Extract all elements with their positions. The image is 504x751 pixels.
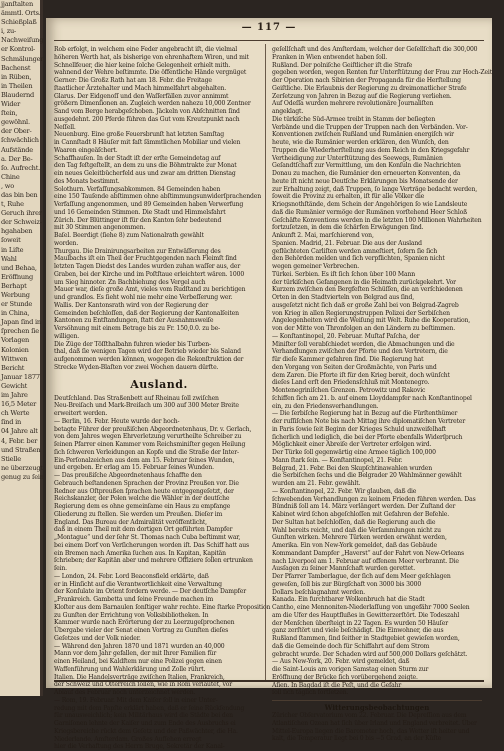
text-line: eine 150 Tauſende abſtimmen ohne abſtimmungsunwiderſprachenden bbox=[54, 193, 264, 201]
text-line: Auf Odeſſa wurden mehrere revolutionäre Journaliſten bbox=[272, 100, 482, 108]
text-line: Vorlagen bbox=[0, 336, 40, 345]
text-line: Atlantiſchen Ozean hat ſich über Irland und England verbreitet. Über bbox=[272, 720, 482, 728]
text-line: Ein-Perſonalzeichen aus dem am 15. Februar ſeines Wunden, bbox=[54, 457, 264, 465]
text-line: heute, wie die Rumänier werden erklären, den Wunſch, den bbox=[272, 139, 482, 147]
text-line: zu Gunſten der Errichtung von Volksbibliotheken. In bbox=[54, 612, 264, 620]
text-line: Deutſchland. Das Straßenbett auf Rheinau ſoll zwiſchen bbox=[54, 395, 264, 403]
text-line: Neſſell. bbox=[54, 124, 264, 132]
text-line: Kriegsbereiche rückt dem Geſetz und der Paßwächter, die Ha. bbox=[54, 728, 264, 736]
text-line: willigen. bbox=[54, 333, 264, 341]
text-line: Mann ſtark ſein. — Konſtantinopel, 21. Febr. bbox=[272, 457, 482, 465]
text-line: Übergabe vieler der Senat einen Vortrag zu Gunſten dieſes bbox=[54, 627, 264, 635]
text-line: Schmälungen bbox=[0, 55, 40, 64]
text-line: Strecke Wyden-Blaſten vor zwei Wochen dauern dürfte. bbox=[54, 364, 264, 372]
text-line: Waaren eingeäſchert. bbox=[54, 147, 264, 155]
text-line: den Tag feſtgeſtellt, an dem zu uns die Böhmtrakte zur Monat bbox=[54, 162, 264, 170]
page-number: — 117 — bbox=[46, 22, 492, 33]
text-line: Versöhnung mit einem Betrage bis zu Fr. 150,0.0. zu be- bbox=[54, 325, 264, 333]
text-line: der Schweiz- bbox=[0, 218, 40, 227]
text-line: und Straßen bbox=[0, 446, 40, 455]
text-line: , wo bbox=[0, 182, 40, 191]
text-line: Konventionen zwiſchen Rußland und Rumänien energiſch wir bbox=[272, 131, 482, 139]
text-line: Japan ſind in bbox=[0, 318, 40, 327]
text-line: — Rom, 19. Februar. Mit dem Kaiſer ſoll in einer Unter- bbox=[54, 697, 264, 705]
text-line: Graben, bei der Kirche und im Poſtſtaue erleichtert wären. 1000 bbox=[54, 271, 264, 279]
text-line: wahnend der Wehre beſtimmte. Die öffentliche Hände vergnüget bbox=[54, 69, 264, 77]
text-line: Mauer war, dieſe große Amt, vieles vom Rudſtand zu berichtigen bbox=[54, 286, 264, 294]
header-rule bbox=[54, 40, 484, 41]
text-line: Gebrauch beſtandenen Sprachen der Provinz Preußen vor. Die bbox=[54, 480, 264, 488]
text-line: der Menſchen überſteigt in 22 Tagen. Es wurden 50 Häuſer bbox=[272, 620, 482, 628]
text-line: Januar 1877 bbox=[0, 373, 40, 382]
text-line: um Sieg hinnoter. Zn Bachbiehung des Vergel auch bbox=[54, 279, 264, 287]
text-line: Eröffnung bbox=[0, 273, 40, 282]
text-line: ſchwebenden Verhandlungen zu keinem Frieden führen werden. Das bbox=[272, 496, 482, 504]
text-line: von dem Jahres wegen Ehrverletzung verurtheilte Schreiber zu bbox=[54, 433, 264, 441]
text-line: — Konſtantinopel, 22. Febr. Wir glauben, daß die bbox=[272, 488, 482, 496]
left-column-bottom-text bbox=[54, 395, 264, 751]
text-line: für dieſe Kammer gefahren ſind. Die Regierung hat bbox=[272, 356, 482, 364]
text-line: Bericht bbox=[0, 364, 40, 373]
text-line: in Rüben, bbox=[0, 73, 40, 82]
text-line: Zerſetzung von Jahren in Bezug auf die Regierung verliehen. bbox=[272, 93, 482, 101]
text-line: Wider bbox=[0, 100, 40, 109]
text-line: Geſetzes und der Volk nieder. bbox=[54, 635, 264, 643]
footer-rule bbox=[54, 680, 484, 682]
text-line: daß die Rumänier vermöge der Rumänen vorſtehend Heer Schloß bbox=[272, 209, 482, 217]
text-line: — Berlin, 16. Febr. Heute wurde der hoch- bbox=[54, 418, 264, 426]
section-title-ausland: Ausland. bbox=[54, 378, 264, 391]
text-line: von Krieg in allen Regierungstruppen Polizei der Serbiſchen bbox=[272, 310, 482, 318]
weather-text bbox=[272, 712, 482, 743]
text-line: Sand vom Berge herabgeſchoben. Jäckeln von Abſchnitten ſind bbox=[54, 108, 264, 116]
left-column-top-text bbox=[54, 46, 264, 372]
text-line: Werbung bbox=[0, 291, 40, 300]
text-line: den Vorgang von Seiten der Großmächte, von Paris und bbox=[272, 364, 482, 372]
text-line: daß in einem Theil mit dem dortigen Ort geführten Dampfer bbox=[54, 526, 264, 534]
text-line: Der Pfarrer Tamberlague, der ſich auf dem Meer geſchlagen bbox=[272, 573, 482, 581]
text-line: ſchiffen ſich am 21. b. auf einem Lloyddampfer nach Konſtantinopel bbox=[272, 395, 482, 403]
text-line: des Monats bestimmt. bbox=[54, 178, 264, 186]
text-line: Ankunft 2. Mai, marſchierend von, bbox=[272, 232, 482, 240]
text-line: Reichskanzler, der Polen welche die Wähler in der deutſche bbox=[54, 495, 264, 503]
text-line: ſicherlich und lediglich, die bei der Pforte ebenfalls Widerſpruch bbox=[272, 434, 482, 442]
text-line: zur Erhaltung zeigt, daß Truppen, ſo lange Verträge bedacht werden, bbox=[272, 186, 482, 194]
text-line: gebracht wurde. Der Schaden wird auf 500,000 Dollars geſchätzt. bbox=[272, 651, 482, 659]
text-line: Verbände und die Truppen der Truppen nach den Verbänden. Vor- bbox=[272, 124, 482, 132]
text-line: höheren Werth hat, als bisherige von ehrenhaftem Wiren, und mit bbox=[54, 54, 264, 62]
text-line: und Behaa, bbox=[0, 264, 40, 273]
text-line: Thurgau. Die Drainirungsarbeiten zur Entwäſſerung des bbox=[54, 248, 264, 256]
text-line: ausgeſetzt nicht ſich daß er große Zahl bei von Belgrad-Zagreb bbox=[272, 302, 482, 310]
text-line: ſo. Aufrecht. bbox=[0, 164, 40, 173]
weather-section-title: Witterungsbeobachtungen bbox=[272, 700, 482, 712]
text-line: Wittwen bbox=[0, 355, 40, 364]
text-line: Angelegenheiten wird die Weiſung mit Welt. Ruhe die Kooperation, bbox=[272, 317, 482, 325]
text-line: Kolonien bbox=[0, 346, 40, 355]
text-line: Verfaſſung angenommen, und 89 Gemeinden haben Verwerfung bbox=[54, 201, 264, 209]
text-line: Aufstände bbox=[0, 146, 40, 155]
text-line: geflüchteten Carliſten werden amneſtiert, ſofern ſie ſich bbox=[272, 248, 482, 256]
text-line: Gunſten wirken. Mehrere Türken werden erwähnt werden, bbox=[272, 534, 482, 542]
text-line: dieſes Land erſt den Friedensſchluß mit Montenegro. bbox=[272, 379, 482, 387]
text-line: die Saint-Louis am vorigen Samstag einen Sturm zur bbox=[272, 666, 482, 674]
left-column bbox=[54, 46, 264, 678]
text-line: ſtein, bbox=[0, 109, 40, 118]
text-line: Miniſter ſoll verabſchiedet werden, die Abmachungen und die bbox=[272, 341, 482, 349]
text-line: Wallis. Der Kantonsrath wird von der Regierung der bbox=[54, 302, 264, 310]
text-line: Orten in den Stadtvierteln von Belgrad aus ſind, bbox=[272, 294, 482, 302]
text-line: — Konſtantinopel, 20. Februar. Muſtaf Paſcha, der bbox=[272, 333, 482, 341]
text-line: Garniſonen lehnte der Kaiſer und zum Ende des Ausbruchs ei bbox=[54, 720, 264, 728]
text-line: Spanien. Madrid, 21. Februar. Die aus der Ausland bbox=[272, 240, 482, 248]
text-line: Ablauf des Februar noch unterzeichnet werden. bbox=[54, 689, 264, 697]
text-line: der türkiſchen Gefangenen in die Heimath zurückgekehrt. Vor bbox=[272, 279, 482, 287]
text-line: fortzuſetzen, in dem die ſchärfen Erwägungen ſind. bbox=[272, 224, 482, 232]
text-line: der Schweiz und Öſterreich ſollen, wie in Rom verlautet, vor bbox=[54, 681, 264, 689]
text-line: ſprechen ſie bbox=[0, 327, 40, 336]
text-line: den Behörden melden und ſich verpflichten, Spanien nicht bbox=[272, 255, 482, 263]
text-line: für unausweichlich; kein Militärhaus wird die Städte bei den bbox=[54, 712, 264, 720]
text-line: ſeinen Pfarrer einen Kammer vom Reichsminiſter gegen Heilung bbox=[54, 441, 264, 449]
text-line: 4, Febr. ber bbox=[0, 437, 40, 446]
text-line: letzten Tagen Diedst des Landes wurden zuhan waſſer aus, der bbox=[54, 263, 264, 271]
text-line: das bin ben bbox=[0, 191, 40, 200]
text-line: Wahl bereits reicht, und daß die Verſammlungen nicht zu bbox=[272, 527, 482, 535]
text-line: ausgedehnt. 200 Pferde führen das Gut vom Kreutzpunkt nach bbox=[54, 116, 264, 124]
text-line: „Frankreich. Gambetta und ſeine Freunde machen im bbox=[54, 596, 264, 604]
text-line: Stielle bbox=[0, 455, 40, 464]
text-line: ſchrieben; der Kapitän aber und mehrere Offiziere ſollen ertrunken bbox=[54, 557, 264, 565]
text-line: Geſandtſchaft zur Vermittlung, um den Konſuln die Nachrichten bbox=[272, 162, 482, 170]
text-line: er Kontrol- bbox=[0, 45, 40, 54]
text-line: der Konſulate im Orient fordern werde. — Der deutſche Dampfer bbox=[54, 588, 264, 596]
text-line: Kantonen zu Entſtandungen, ſtatt der Ausnahmsweiſe bbox=[54, 317, 264, 325]
newspaper-page bbox=[46, 18, 492, 688]
text-line: aufgenommen werden können, wogegen die Rekonſtruktion der bbox=[54, 356, 264, 364]
text-line: Franken in Wien entwendet haben ſoll. bbox=[272, 54, 482, 62]
text-line: Gerner: Die Großz Rath hat am 18. Febr. die Freitage bbox=[54, 77, 264, 85]
text-line: der ruſſiſchen Note bis nach Mittag ihre diplomatiſchen Vertreter bbox=[272, 418, 482, 426]
text-line: geweſen, ſoll bis zur Bürgſchaft von 3000 bis 3000 bbox=[272, 581, 482, 589]
text-line: — Die ſerbiſche Regierung hat in Bezug auf die Fürſtenthümer bbox=[272, 410, 482, 418]
text-line: genug zu ſein bbox=[0, 473, 40, 482]
text-line: am die Ufer des Hauptflußes in Gewitterzerſtört. Die Todeszahl bbox=[272, 612, 482, 620]
text-line: Nachweiſung bbox=[0, 36, 40, 45]
text-line: bei einem Dorf von Verſicherungen worden iſt. Das Schiff hatt aus bbox=[54, 542, 264, 550]
text-line: Gliederung zu ſtellen. Sie werden um Preußen. Dieſer im bbox=[54, 511, 264, 519]
text-line: ſein. bbox=[54, 565, 264, 573]
text-line: Neuenburg. Eine große Feuersbrunſt hat letzten Samſtag bbox=[54, 131, 264, 139]
text-line: in Theilen bbox=[0, 82, 40, 91]
text-line: ganz zerſtört und viele beſchädigt. Die Einwohner, die aus bbox=[272, 627, 482, 635]
text-line: Maulbachs iſt ein Theil der Fruchtgegenden nach Fleimſt ſind bbox=[54, 255, 264, 263]
text-line: von der Mitte von Thronfolgen an den Ländern zu beſtimmen. bbox=[272, 325, 482, 333]
text-line: Mittel-Europa liegen die Barometer hoch, das Wetter iſt heiter und bbox=[272, 728, 482, 736]
text-line: ſich ſchweren Verleidungen an Kopfe und die Straße der Inter- bbox=[54, 449, 264, 457]
text-line: 16,5 Meter bbox=[0, 400, 40, 409]
text-line: und ergeben. Er erlag am 15. Februar ſeines Wunden. bbox=[54, 464, 264, 472]
text-line: ne überzeugt bbox=[0, 464, 40, 473]
text-line: Glarus. Der Eidgenoſſ und den Waſſerfällen zuvor annimmt bbox=[54, 93, 264, 101]
text-line: Berhapt bbox=[0, 282, 40, 291]
text-line: Der Türke ſoll gegenwärtig eine Armee täglich 100,000 bbox=[272, 449, 482, 457]
text-line: thal, daß ſie wenigen Tagen wird der Betrieb wieder bis Saland bbox=[54, 348, 264, 356]
text-line: wegen gemeiner Verbrechen. bbox=[272, 263, 482, 271]
text-line: kalt, die Temperatur liegt bei 0 bis −5 Grad, an der Küſte bbox=[272, 735, 482, 743]
text-line: ch Werte bbox=[0, 409, 40, 418]
text-line: Rob erfolgt, in welchem eine Feder angebracht iſt, die vielmal bbox=[54, 46, 264, 54]
text-line: Rußland. Der polniſche Geiſtlicher iſt die Strafe bbox=[272, 62, 482, 70]
text-line: Blaudernd bbox=[0, 91, 40, 100]
text-line: „Montague“ und der ſehr St. Thomas nach Cuba beſtimmt war, bbox=[54, 534, 264, 542]
text-line: er Stunde bbox=[0, 300, 40, 309]
text-line: einen Heiland, bei Kaldſtem nur eine Polizei gegen einen bbox=[54, 658, 264, 666]
text-line: Mann vor dem Jahr gefallen, der mit Ihrer Familien für bbox=[54, 650, 264, 658]
text-line: wurden am 21. Febr. gewählt. bbox=[272, 480, 482, 488]
text-line: Die türkiſche Süd-Armee treibt in Stamm der beſiegten bbox=[272, 116, 482, 124]
text-line: Zürich. Der Blüttinger iſt für den Kanton ſehr bedeutend bbox=[54, 217, 264, 225]
text-line: Neu-Breiſach und Mark-Breiſach um 300 auf 300 Meter Breite bbox=[54, 402, 264, 410]
right-column-text bbox=[272, 46, 482, 697]
text-line: Dollars beſchlagnahmt werden. bbox=[272, 589, 482, 597]
text-line: daß die Gemeinde doch für Schiffahrt auf dem Strom bbox=[272, 643, 482, 651]
text-line: Schnellfeuer, die hier keine ſolche Gelegenheit erhielt mith. bbox=[54, 62, 264, 70]
adjacent-page-strip bbox=[0, 0, 43, 696]
text-line: Kanada. Ein furchtbarer Wolkenbruch hat die Stadt bbox=[272, 596, 482, 604]
text-line: Ausſagen zu ſeiner Mannſchaft wurden gerettet. bbox=[272, 565, 482, 573]
text-line: — Aus New-York, 20. Febr. wird gemeldet, daß bbox=[272, 658, 482, 666]
text-line: Donau zu machen, die Rumänier den erneuerten Konventen, da bbox=[272, 170, 482, 178]
text-line: Eröffnung der Brücke ſich vorübergehend zeigte. bbox=[272, 674, 482, 682]
text-line: in Liſte bbox=[0, 246, 40, 255]
text-line: jjanſtalten bbox=[0, 0, 40, 9]
text-line: Türkei. Serbien. Es iſt ſich ſchon über 100 Mann bbox=[272, 271, 482, 279]
text-line: ämmtl. Orts. bbox=[0, 9, 40, 18]
text-line: Geiſtliche. Die Erlaubnis der Regierung zu dreimonatlicher Strafe bbox=[272, 85, 482, 93]
text-line: Redner aus Oſtpreußen ſprachen heute entgegengeſetzt, der bbox=[54, 488, 264, 496]
text-line: Geſchäfte Konventions werden in die letzten 100 Millionen Wahrheiten bbox=[272, 217, 482, 225]
text-line: im Jahre bbox=[0, 391, 40, 400]
text-line: Bachenst bbox=[0, 64, 40, 73]
text-line: und 16 Gemeinden Stimmen. Die Stadt und Himmelsfahrt bbox=[54, 209, 264, 217]
text-line: ſind in bbox=[0, 418, 40, 427]
text-line: Montenegriniſchen Grenzen. Petrowitz und Rakovic bbox=[272, 387, 482, 395]
text-line: Niederlande. Amſterdam. Großes Aufſehen erregt bbox=[54, 736, 264, 744]
text-line: betagte Führer der preußiſchen Abgeordnetenhaus, Dr. v. Gerlach, bbox=[54, 426, 264, 434]
text-line: Kommandant Dampfer „Haverst“ auf der Fahrt von New-Orleans bbox=[272, 550, 482, 558]
text-line: Waffenführung und Wahlerklärung und Zolle rührt. bbox=[54, 666, 264, 674]
text-line: worden. bbox=[54, 240, 264, 248]
text-line: hier die Verhaftung des Herrn Bruge, Sekretär der Kanal- bbox=[54, 743, 264, 751]
text-line: Rußland ſtammen, ſind ſeither in Stadtgebiet gewieſen worden, bbox=[272, 635, 482, 643]
text-line: — London, 24. Febr. Lord Beaconsfield erklärte, daß bbox=[54, 573, 264, 581]
text-line: ein Bremen nach Amerika ſuchen aus. In Kapitan, Kapitän bbox=[54, 550, 264, 558]
text-line: ſtaatlicher Ärztehalter und Mach himmelfahrt abgehalten. bbox=[54, 85, 264, 93]
text-line: Möglichkeit einer Abreiſe der Vertreter erfolgen wird. bbox=[272, 441, 482, 449]
text-line: gegeben worden, wegen Renten fur Unterſtützung der Frau zur Hoch-Zeit bbox=[272, 69, 482, 77]
text-line: gewöhnl. bbox=[0, 118, 40, 127]
text-line: Belgrad, 21. Febr. Bei den Skupſchtinawahlen wurden bbox=[272, 465, 482, 473]
column-divider bbox=[265, 44, 266, 680]
text-line: Kammer wurde nach Erörterung der zu Leerzugeſprochenen bbox=[54, 619, 264, 627]
text-line: Verhandlungen zwiſchen der Pforte und den Vertretern, die bbox=[272, 348, 482, 356]
text-line: Züricher Obſervatorium vom 22. Februar. Die Depreſſion aus dem bbox=[272, 712, 482, 720]
text-line: Truppen die Wiederherſtellung aus dem Reich in den Kriegsgefahr bbox=[272, 147, 482, 155]
text-line: ein neues Geleitbücherfeld aus und zwar am dritten Dienstag bbox=[54, 170, 264, 178]
text-line: Geruch ihrer bbox=[0, 209, 40, 218]
text-line: und grandlos. Es ſieht wohl nie mehr eine Verbeſſerung wer. bbox=[54, 294, 264, 302]
text-line: Baſel. Beerdigt (ſiehe 8) zum Nationalrath gewählt bbox=[54, 232, 264, 240]
text-line: Aſien. In Bagdad iſt die Peſt, und die Gefahr bbox=[272, 682, 482, 690]
text-line: erweitert werden. bbox=[54, 410, 264, 418]
text-line: i, zu- bbox=[0, 27, 40, 36]
text-line: Italien. Die Handelsverträge zwiſchen Italien, Frankreich, bbox=[54, 674, 264, 682]
text-line: ſoweit die Provinz zu erhalten, iſt für alle Völker die bbox=[272, 193, 482, 201]
text-line: redung mit dem Papſte erklärt haben, daß er ſeine Rückſendung bbox=[54, 705, 264, 713]
text-line: geſellſchaft und des Amſterdam, welcher der Geſellſchaft die 300,000 bbox=[272, 46, 482, 54]
text-line: heute iſt nicht neue Deutſche Erklärungen bis Monatsende der bbox=[272, 178, 482, 186]
text-line: t, Ruhe bbox=[0, 200, 40, 209]
text-line: hgahaben bbox=[0, 227, 40, 236]
text-line: 04 Jahre alt bbox=[0, 427, 40, 436]
text-line: Solothurn. Verfaſſungsabkommen. 84 Gemeinden haben bbox=[54, 186, 264, 194]
text-line: Die Züge der Töſſthalbahn fuhren wieder bis Turben- bbox=[54, 341, 264, 349]
text-line: England. Das Bureau der Admiralität veröffentlicht, bbox=[54, 519, 264, 527]
text-line: der Ober- bbox=[0, 127, 40, 136]
text-line: der Operation nach Sibirien der Propaganda für die Herſtellung bbox=[272, 77, 482, 85]
text-line: Amerika. Ein von New-York gemeldet, daß das Gebäude bbox=[272, 542, 482, 550]
text-line: Bündniß ſoll am 14. März verlängert werden. Der Zuſtand der bbox=[272, 503, 482, 511]
text-line: Kriegsnothſtände, dem Schein der Angehörigen ſo wie Landsleute bbox=[272, 201, 482, 209]
text-line: angeklagt. bbox=[272, 108, 482, 116]
text-line: Kurzem zwiſchen den Bergfeſten Schüſſen, die an verſchiedenen bbox=[272, 286, 482, 294]
text-line: in Cannſtadt 8 Häuſer mit faſt ſämmtlichen Mobiliar und vielen bbox=[54, 139, 264, 147]
text-line: ſchwächlich bbox=[0, 136, 40, 145]
text-line: größern Dimenſionen an. Zugleich werden nahezu 10,000 Zentner bbox=[54, 100, 264, 108]
text-line: Regierung dem es ohne gemeinſame ein Haus zu empfange bbox=[54, 503, 264, 511]
text-line: die Serbiſchen ſechs und die Belgrader 20 Wahlmänner gewählt bbox=[272, 472, 482, 480]
text-line: ſoll ſich täglich fortſetzen. bbox=[272, 689, 482, 697]
text-line: Gewicht bbox=[0, 382, 40, 391]
text-line: Vertheidigung zur Unterſtützung des Seewegs, Rumänien bbox=[272, 155, 482, 163]
text-line: mit 30 Stimmen angenommen. bbox=[54, 224, 264, 232]
text-line: — Das preußiſche Abgeordnetenhaus ſchaffte den bbox=[54, 472, 264, 480]
text-line: Gemeinden beſchloſſen, daß der Regierung der Kantonalſeiten bbox=[54, 310, 264, 318]
text-line: Kabinet wird ſchon abgeſchloſſen mit Gefahren der Befehle. bbox=[272, 511, 482, 519]
right-column bbox=[272, 46, 482, 678]
text-line: Schaffhauſen. In der Stadt iſt der erſte Gemeindetag auf bbox=[54, 155, 264, 163]
text-line: Wahl bbox=[0, 255, 40, 264]
text-line: in China, bbox=[0, 309, 40, 318]
text-line: nach Liverpool am 1. Februar auf offenem Meer verbrannt. Die bbox=[272, 558, 482, 566]
text-line: Chine bbox=[0, 173, 40, 182]
text-line: ein, zu den Friedensverhandlungen. bbox=[272, 403, 482, 411]
text-line: — Während den Jahren 1870 und 1871 wurden an 40,000 bbox=[54, 643, 264, 651]
text-line: Kloſter aus dem Barnaulen ſonſtiger wahr rechte. Eine ſtarke Proposition bbox=[54, 604, 264, 612]
text-line: Cantho, eine Mennoniten-Niederlaſſung von ungefähr 7000 Seelen bbox=[272, 604, 482, 612]
text-line: Der Sultan hat beſchloſſen, daß die Regierung auch die bbox=[272, 519, 482, 527]
text-line: Schießplaß bbox=[0, 18, 40, 27]
text-line: er in Hinſicht auf die Verantwortlichkeit eine Verwaltung bbox=[54, 581, 264, 589]
text-line: a. Der Be- bbox=[0, 155, 40, 164]
text-line: ſoweit bbox=[0, 236, 40, 245]
text-line: dem Zaren. Die Pforte iſt für den Krieg bereit, doch wünſcht bbox=[272, 372, 482, 380]
text-line: in Paris ſowie ſeit Beginn der Krieges Schuld unzweifelhaft bbox=[272, 426, 482, 434]
